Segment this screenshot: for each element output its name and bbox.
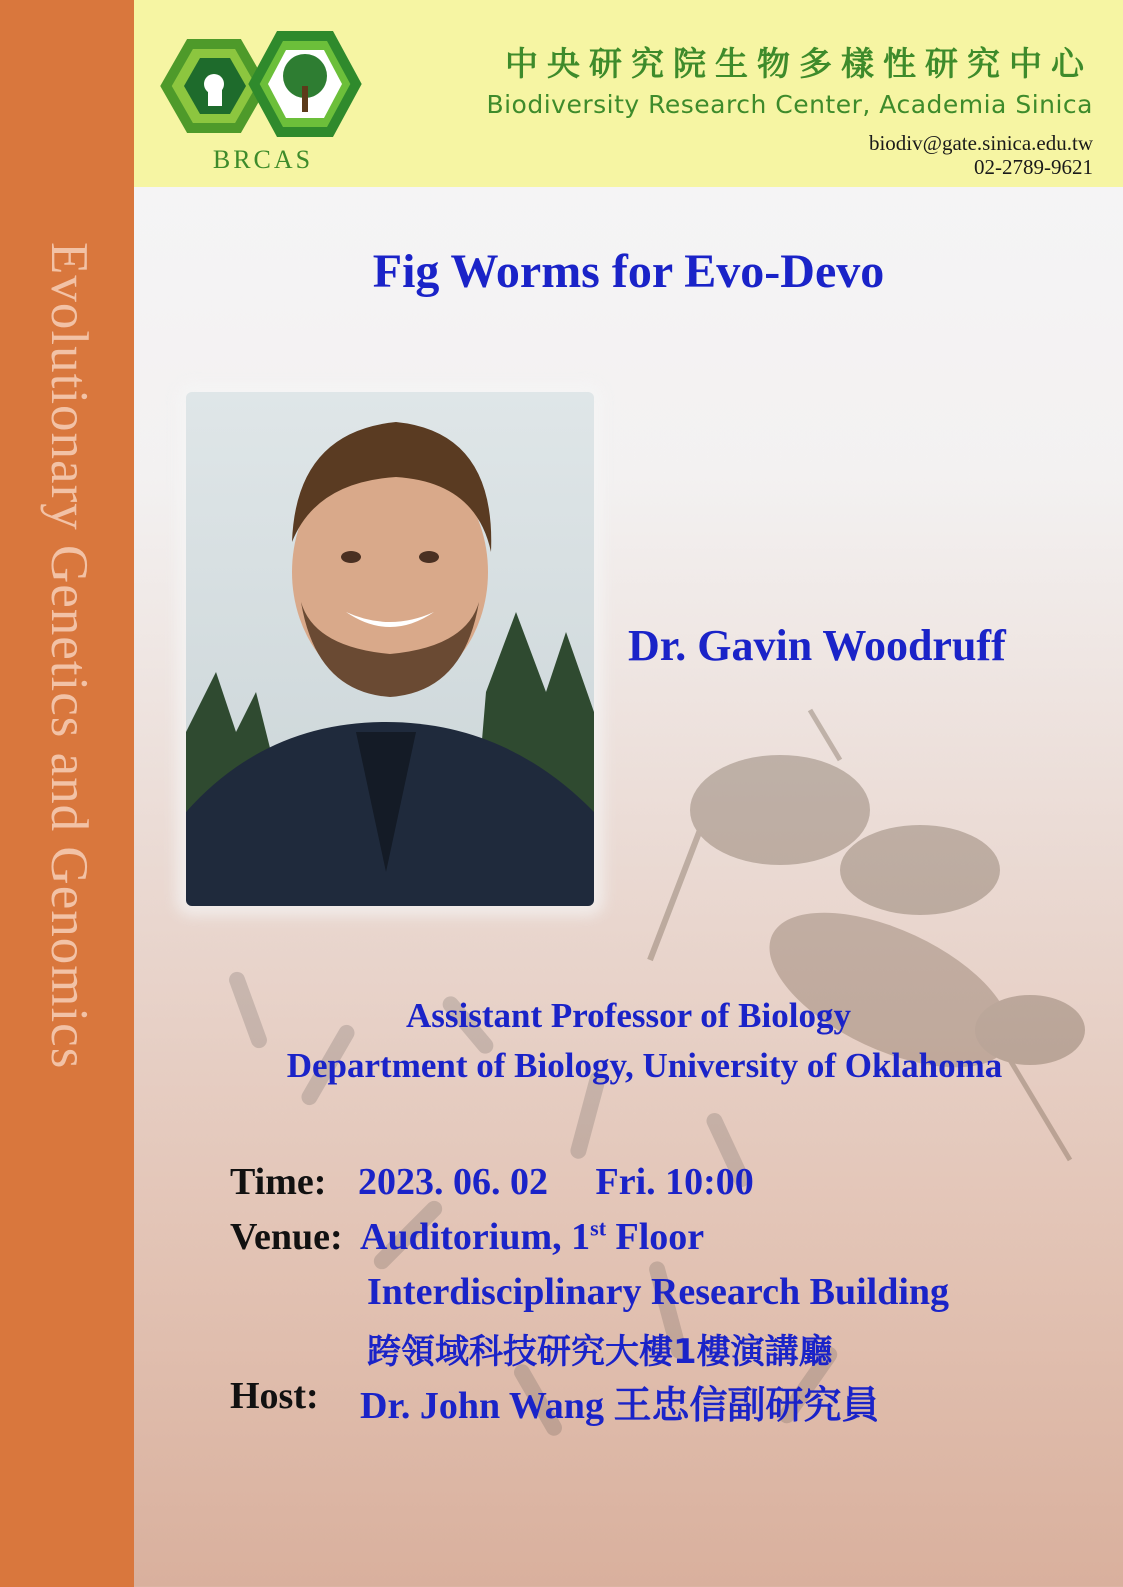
host-value: Dr. John Wang 王忠信副研究員: [360, 1385, 880, 1427]
time-label: Time:: [230, 1161, 327, 1203]
center-chinese-name: 中央研究院生物多樣性研究中心: [505, 44, 1093, 83]
speaker-name: Dr. Gavin Woodruff: [628, 621, 1006, 670]
talk-title: Fig Worms for Evo-Devo: [372, 245, 885, 298]
sidebar-band: [0, 0, 134, 1587]
time-value: 2023. 06. 02 Fri. 10:00: [358, 1161, 754, 1203]
brcas-logo: [152, 26, 374, 176]
contact-email: biodiv@gate.sinica.edu.tw: [868, 131, 1093, 155]
center-english-name: Biodiversity Research Center, Academia Sinica: [486, 90, 1093, 119]
header-banner: [134, 0, 1123, 187]
venue-line-3: 跨領域科技研究大樓1樓演講廳: [367, 1332, 833, 1372]
venue-line-2: Interdisciplinary Research Building: [367, 1271, 950, 1313]
speaker-position: Assistant Professor of Biology: [406, 996, 851, 1035]
venue-label: Venue:: [230, 1216, 343, 1258]
contact-phone: 02-2789-9621: [974, 155, 1093, 179]
speaker-photo: [186, 392, 594, 906]
speaker-department: Department of Biology, University of Oklahoma: [286, 1046, 1003, 1085]
svg-text:BRCAS: BRCAS: [212, 145, 314, 174]
venue-line-1: Auditorium, 1st Floor: [360, 1215, 705, 1258]
host-label: Host:: [230, 1375, 319, 1417]
sidebar-topic-text: Evolutionary Genetics and Genomics: [40, 242, 98, 1070]
